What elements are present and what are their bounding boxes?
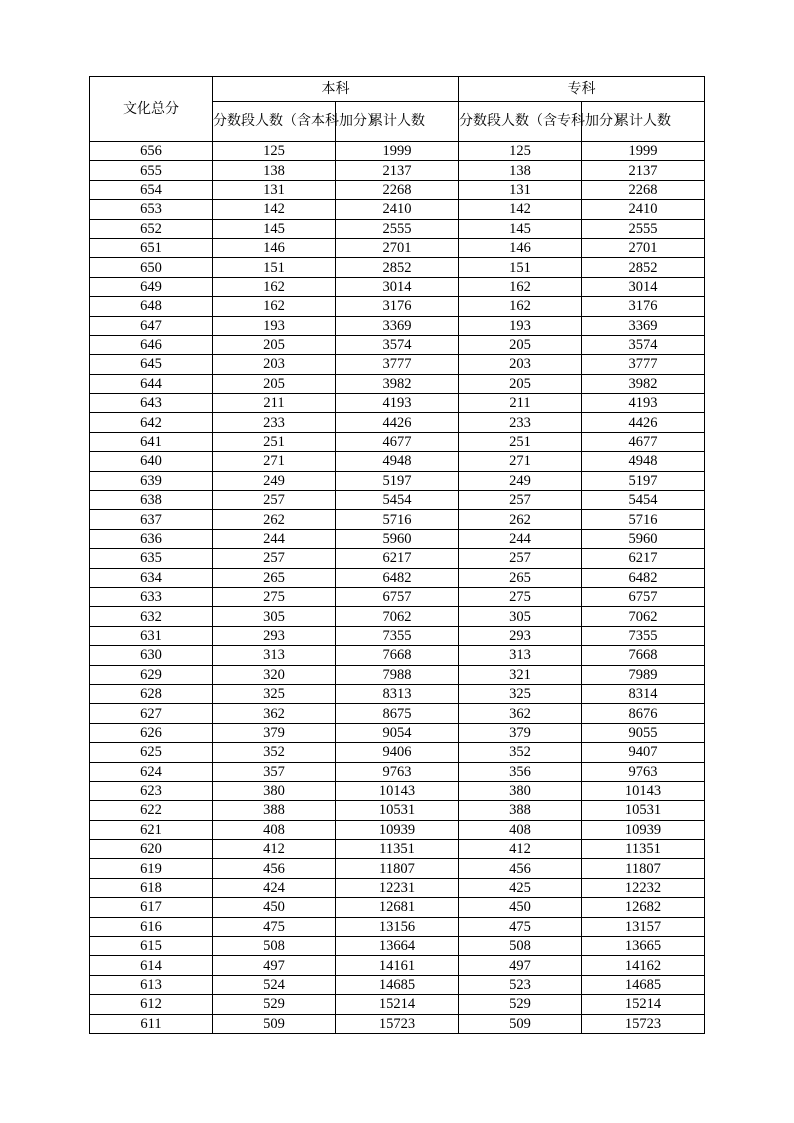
cell-benke-count: 320 xyxy=(213,665,336,684)
cell-score: 614 xyxy=(90,956,213,975)
cell-benke-count: 257 xyxy=(213,491,336,510)
cell-zhuanke-cumulative: 5960 xyxy=(582,529,705,548)
cell-benke-count: 475 xyxy=(213,917,336,936)
cell-benke-cumulative: 12231 xyxy=(336,878,459,897)
table-row xyxy=(90,820,705,839)
cell-zhuanke-cumulative: 10143 xyxy=(582,781,705,800)
cell-benke-count: 205 xyxy=(213,335,336,354)
cell-benke-count: 509 xyxy=(213,1014,336,1033)
cell-score: 622 xyxy=(90,801,213,820)
cell-benke-count: 193 xyxy=(213,316,336,335)
cell-zhuanke-count: 271 xyxy=(459,452,582,471)
cell-zhuanke-count: 293 xyxy=(459,626,582,645)
cell-zhuanke-count: 145 xyxy=(459,219,582,238)
cell-score: 639 xyxy=(90,471,213,490)
cell-score: 645 xyxy=(90,355,213,374)
table-row xyxy=(90,762,705,781)
cell-zhuanke-count: 205 xyxy=(459,335,582,354)
cell-zhuanke-count: 251 xyxy=(459,432,582,451)
cell-benke-count: 412 xyxy=(213,840,336,859)
cell-zhuanke-cumulative: 4677 xyxy=(582,432,705,451)
cell-zhuanke-cumulative: 15723 xyxy=(582,1014,705,1033)
cell-zhuanke-cumulative: 6217 xyxy=(582,549,705,568)
cell-score: 636 xyxy=(90,529,213,548)
cell-benke-cumulative: 13156 xyxy=(336,917,459,936)
cell-zhuanke-count: 233 xyxy=(459,413,582,432)
cell-benke-count: 379 xyxy=(213,723,336,742)
cell-score: 649 xyxy=(90,277,213,296)
cell-benke-count: 257 xyxy=(213,549,336,568)
table-row xyxy=(90,529,705,548)
cell-score: 638 xyxy=(90,491,213,510)
cell-score: 630 xyxy=(90,646,213,665)
cell-score: 624 xyxy=(90,762,213,781)
cell-benke-cumulative: 12681 xyxy=(336,898,459,917)
cell-zhuanke-count: 408 xyxy=(459,820,582,839)
score-distribution-table xyxy=(89,76,705,1034)
cell-zhuanke-cumulative: 13665 xyxy=(582,937,705,956)
table-row xyxy=(90,142,705,161)
cell-benke-cumulative: 6482 xyxy=(336,568,459,587)
cell-benke-count: 262 xyxy=(213,510,336,529)
table-row xyxy=(90,180,705,199)
cell-zhuanke-count: 249 xyxy=(459,471,582,490)
table-header xyxy=(90,77,705,142)
cell-score: 651 xyxy=(90,238,213,257)
cell-benke-count: 275 xyxy=(213,587,336,606)
cell-zhuanke-count: 529 xyxy=(459,995,582,1014)
cell-zhuanke-cumulative: 2410 xyxy=(582,200,705,219)
cell-score: 640 xyxy=(90,452,213,471)
cell-benke-cumulative: 2852 xyxy=(336,258,459,277)
cell-zhuanke-cumulative: 15214 xyxy=(582,995,705,1014)
cell-score: 652 xyxy=(90,219,213,238)
cell-benke-cumulative: 8313 xyxy=(336,684,459,703)
table-row xyxy=(90,626,705,645)
cell-benke-count: 352 xyxy=(213,743,336,762)
cell-benke-count: 408 xyxy=(213,820,336,839)
cell-zhuanke-count: 456 xyxy=(459,859,582,878)
cell-benke-count: 162 xyxy=(213,277,336,296)
table-row xyxy=(90,394,705,413)
cell-benke-cumulative: 10531 xyxy=(336,801,459,820)
table-row xyxy=(90,549,705,568)
table-row xyxy=(90,510,705,529)
table-row xyxy=(90,471,705,490)
cell-score: 635 xyxy=(90,549,213,568)
cell-zhuanke-count: 162 xyxy=(459,277,582,296)
cell-score: 629 xyxy=(90,665,213,684)
cell-benke-count: 450 xyxy=(213,898,336,917)
cell-score: 623 xyxy=(90,781,213,800)
table-row xyxy=(90,491,705,510)
cell-zhuanke-cumulative: 10939 xyxy=(582,820,705,839)
cell-zhuanke-cumulative: 7355 xyxy=(582,626,705,645)
cell-score: 643 xyxy=(90,394,213,413)
cell-zhuanke-count: 379 xyxy=(459,723,582,742)
cell-score: 642 xyxy=(90,413,213,432)
cell-benke-count: 131 xyxy=(213,180,336,199)
header-group-zhuanke: 专科 xyxy=(459,77,705,102)
cell-zhuanke-count: 162 xyxy=(459,297,582,316)
table-body xyxy=(90,142,705,1034)
cell-benke-count: 162 xyxy=(213,297,336,316)
cell-score: 656 xyxy=(90,142,213,161)
cell-benke-cumulative: 10939 xyxy=(336,820,459,839)
table-row xyxy=(90,161,705,180)
cell-benke-cumulative: 2137 xyxy=(336,161,459,180)
table-row xyxy=(90,723,705,742)
table-row xyxy=(90,297,705,316)
cell-zhuanke-count: 305 xyxy=(459,607,582,626)
cell-zhuanke-cumulative: 2555 xyxy=(582,219,705,238)
cell-benke-cumulative: 8675 xyxy=(336,704,459,723)
cell-benke-count: 151 xyxy=(213,258,336,277)
cell-score: 626 xyxy=(90,723,213,742)
cell-benke-count: 203 xyxy=(213,355,336,374)
cell-benke-cumulative: 4677 xyxy=(336,432,459,451)
header-zhuanke-count: 分数段人数（含专科加分） xyxy=(459,102,582,142)
table-row xyxy=(90,413,705,432)
table-row xyxy=(90,452,705,471)
table-row xyxy=(90,432,705,451)
cell-zhuanke-count: 131 xyxy=(459,180,582,199)
cell-score: 611 xyxy=(90,1014,213,1033)
cell-benke-count: 233 xyxy=(213,413,336,432)
header-score: 文化总分 xyxy=(90,77,213,142)
cell-score: 653 xyxy=(90,200,213,219)
cell-zhuanke-count: 356 xyxy=(459,762,582,781)
cell-score: 618 xyxy=(90,878,213,897)
cell-zhuanke-count: 138 xyxy=(459,161,582,180)
cell-benke-count: 305 xyxy=(213,607,336,626)
cell-benke-cumulative: 2555 xyxy=(336,219,459,238)
cell-benke-count: 456 xyxy=(213,859,336,878)
cell-zhuanke-cumulative: 8314 xyxy=(582,684,705,703)
cell-zhuanke-cumulative: 1999 xyxy=(582,142,705,161)
cell-score: 631 xyxy=(90,626,213,645)
table-row xyxy=(90,587,705,606)
cell-zhuanke-count: 244 xyxy=(459,529,582,548)
cell-score: 648 xyxy=(90,297,213,316)
cell-zhuanke-cumulative: 6482 xyxy=(582,568,705,587)
cell-zhuanke-cumulative: 4948 xyxy=(582,452,705,471)
header-benke-count: 分数段人数（含本科加分） xyxy=(213,102,336,142)
cell-benke-count: 146 xyxy=(213,238,336,257)
cell-benke-count: 293 xyxy=(213,626,336,645)
cell-benke-count: 205 xyxy=(213,374,336,393)
cell-zhuanke-cumulative: 2701 xyxy=(582,238,705,257)
cell-score: 621 xyxy=(90,820,213,839)
cell-zhuanke-cumulative: 3369 xyxy=(582,316,705,335)
cell-benke-cumulative: 5716 xyxy=(336,510,459,529)
cell-benke-count: 265 xyxy=(213,568,336,587)
cell-benke-cumulative: 7062 xyxy=(336,607,459,626)
cell-benke-count: 313 xyxy=(213,646,336,665)
cell-zhuanke-count: 146 xyxy=(459,238,582,257)
cell-zhuanke-count: 425 xyxy=(459,878,582,897)
cell-zhuanke-count: 325 xyxy=(459,684,582,703)
cell-zhuanke-count: 412 xyxy=(459,840,582,859)
cell-score: 612 xyxy=(90,995,213,1014)
cell-zhuanke-cumulative: 3777 xyxy=(582,355,705,374)
cell-zhuanke-count: 125 xyxy=(459,142,582,161)
cell-zhuanke-count: 262 xyxy=(459,510,582,529)
cell-score: 650 xyxy=(90,258,213,277)
cell-zhuanke-count: 475 xyxy=(459,917,582,936)
cell-benke-count: 145 xyxy=(213,219,336,238)
cell-score: 627 xyxy=(90,704,213,723)
cell-score: 616 xyxy=(90,917,213,936)
cell-zhuanke-cumulative: 12682 xyxy=(582,898,705,917)
cell-zhuanke-count: 203 xyxy=(459,355,582,374)
cell-zhuanke-count: 388 xyxy=(459,801,582,820)
table-row xyxy=(90,258,705,277)
cell-benke-cumulative: 3574 xyxy=(336,335,459,354)
cell-zhuanke-cumulative: 7062 xyxy=(582,607,705,626)
cell-benke-count: 211 xyxy=(213,394,336,413)
cell-zhuanke-count: 142 xyxy=(459,200,582,219)
cell-zhuanke-cumulative: 9763 xyxy=(582,762,705,781)
table-row xyxy=(90,1014,705,1033)
cell-zhuanke-cumulative: 14162 xyxy=(582,956,705,975)
table-row xyxy=(90,607,705,626)
cell-benke-cumulative: 3982 xyxy=(336,374,459,393)
cell-benke-cumulative: 5960 xyxy=(336,529,459,548)
table-row xyxy=(90,878,705,897)
cell-benke-cumulative: 14685 xyxy=(336,975,459,994)
cell-benke-cumulative: 2268 xyxy=(336,180,459,199)
cell-benke-cumulative: 9406 xyxy=(336,743,459,762)
cell-benke-cumulative: 2701 xyxy=(336,238,459,257)
cell-score: 646 xyxy=(90,335,213,354)
table-row xyxy=(90,277,705,296)
cell-zhuanke-cumulative: 14685 xyxy=(582,975,705,994)
cell-zhuanke-cumulative: 2852 xyxy=(582,258,705,277)
cell-zhuanke-cumulative: 11351 xyxy=(582,840,705,859)
cell-score: 637 xyxy=(90,510,213,529)
table-row xyxy=(90,665,705,684)
table-row xyxy=(90,316,705,335)
cell-benke-count: 249 xyxy=(213,471,336,490)
cell-benke-count: 388 xyxy=(213,801,336,820)
cell-benke-cumulative: 1999 xyxy=(336,142,459,161)
cell-benke-count: 508 xyxy=(213,937,336,956)
cell-score: 628 xyxy=(90,684,213,703)
cell-score: 644 xyxy=(90,374,213,393)
cell-zhuanke-cumulative: 3014 xyxy=(582,277,705,296)
cell-benke-cumulative: 9054 xyxy=(336,723,459,742)
cell-zhuanke-cumulative: 13157 xyxy=(582,917,705,936)
cell-zhuanke-count: 321 xyxy=(459,665,582,684)
table-row xyxy=(90,238,705,257)
header-group-benke: 本科 xyxy=(213,77,459,102)
table-row xyxy=(90,568,705,587)
table-row xyxy=(90,704,705,723)
cell-zhuanke-cumulative: 9055 xyxy=(582,723,705,742)
cell-benke-cumulative: 13664 xyxy=(336,937,459,956)
cell-zhuanke-count: 265 xyxy=(459,568,582,587)
cell-zhuanke-count: 508 xyxy=(459,937,582,956)
cell-benke-cumulative: 11807 xyxy=(336,859,459,878)
cell-score: 620 xyxy=(90,840,213,859)
cell-benke-cumulative: 6757 xyxy=(336,587,459,606)
cell-zhuanke-cumulative: 3982 xyxy=(582,374,705,393)
cell-benke-cumulative: 7355 xyxy=(336,626,459,645)
cell-benke-cumulative: 2410 xyxy=(336,200,459,219)
table-row xyxy=(90,840,705,859)
cell-zhuanke-cumulative: 2137 xyxy=(582,161,705,180)
cell-score: 641 xyxy=(90,432,213,451)
cell-benke-count: 497 xyxy=(213,956,336,975)
table-row xyxy=(90,781,705,800)
cell-benke-cumulative: 3014 xyxy=(336,277,459,296)
cell-benke-cumulative: 3369 xyxy=(336,316,459,335)
cell-benke-cumulative: 3176 xyxy=(336,297,459,316)
cell-benke-cumulative: 4193 xyxy=(336,394,459,413)
cell-zhuanke-cumulative: 12232 xyxy=(582,878,705,897)
cell-score: 647 xyxy=(90,316,213,335)
cell-benke-count: 362 xyxy=(213,704,336,723)
cell-benke-cumulative: 7668 xyxy=(336,646,459,665)
cell-zhuanke-count: 380 xyxy=(459,781,582,800)
table-row xyxy=(90,355,705,374)
cell-benke-count: 524 xyxy=(213,975,336,994)
cell-zhuanke-count: 509 xyxy=(459,1014,582,1033)
cell-zhuanke-count: 193 xyxy=(459,316,582,335)
cell-zhuanke-cumulative: 4426 xyxy=(582,413,705,432)
table-row xyxy=(90,646,705,665)
header-benke-cumulative: 累计人数 xyxy=(336,102,459,142)
cell-benke-count: 325 xyxy=(213,684,336,703)
cell-benke-cumulative: 4426 xyxy=(336,413,459,432)
cell-zhuanke-cumulative: 3176 xyxy=(582,297,705,316)
cell-zhuanke-cumulative: 10531 xyxy=(582,801,705,820)
cell-score: 615 xyxy=(90,937,213,956)
cell-zhuanke-cumulative: 3574 xyxy=(582,335,705,354)
table-row xyxy=(90,859,705,878)
cell-benke-count: 125 xyxy=(213,142,336,161)
cell-zhuanke-cumulative: 5454 xyxy=(582,491,705,510)
cell-score: 617 xyxy=(90,898,213,917)
cell-zhuanke-count: 151 xyxy=(459,258,582,277)
cell-benke-cumulative: 6217 xyxy=(336,549,459,568)
cell-benke-cumulative: 9763 xyxy=(336,762,459,781)
cell-zhuanke-count: 352 xyxy=(459,743,582,762)
cell-zhuanke-count: 257 xyxy=(459,491,582,510)
cell-score: 633 xyxy=(90,587,213,606)
table-row xyxy=(90,219,705,238)
cell-zhuanke-cumulative: 4193 xyxy=(582,394,705,413)
cell-benke-cumulative: 10143 xyxy=(336,781,459,800)
table-row xyxy=(90,995,705,1014)
cell-benke-count: 244 xyxy=(213,529,336,548)
table-row xyxy=(90,200,705,219)
cell-zhuanke-cumulative: 2268 xyxy=(582,180,705,199)
cell-zhuanke-count: 211 xyxy=(459,394,582,413)
cell-benke-count: 357 xyxy=(213,762,336,781)
table-row xyxy=(90,975,705,994)
table-row xyxy=(90,743,705,762)
cell-benke-cumulative: 15214 xyxy=(336,995,459,1014)
table-row xyxy=(90,956,705,975)
cell-benke-count: 142 xyxy=(213,200,336,219)
cell-zhuanke-count: 497 xyxy=(459,956,582,975)
cell-benke-count: 380 xyxy=(213,781,336,800)
cell-zhuanke-count: 313 xyxy=(459,646,582,665)
table-row xyxy=(90,335,705,354)
table-row xyxy=(90,801,705,820)
header-row-groups xyxy=(90,77,705,102)
cell-benke-cumulative: 5197 xyxy=(336,471,459,490)
cell-zhuanke-count: 362 xyxy=(459,704,582,723)
cell-benke-cumulative: 4948 xyxy=(336,452,459,471)
cell-score: 613 xyxy=(90,975,213,994)
cell-zhuanke-count: 257 xyxy=(459,549,582,568)
table-row xyxy=(90,374,705,393)
cell-benke-count: 138 xyxy=(213,161,336,180)
cell-zhuanke-count: 523 xyxy=(459,975,582,994)
table-row xyxy=(90,898,705,917)
cell-benke-cumulative: 5454 xyxy=(336,491,459,510)
cell-benke-count: 529 xyxy=(213,995,336,1014)
cell-zhuanke-cumulative: 6757 xyxy=(582,587,705,606)
table-row xyxy=(90,917,705,936)
table-row xyxy=(90,684,705,703)
cell-score: 634 xyxy=(90,568,213,587)
cell-benke-count: 251 xyxy=(213,432,336,451)
cell-score: 632 xyxy=(90,607,213,626)
cell-benke-cumulative: 11351 xyxy=(336,840,459,859)
cell-zhuanke-cumulative: 5197 xyxy=(582,471,705,490)
cell-zhuanke-count: 450 xyxy=(459,898,582,917)
table-row xyxy=(90,937,705,956)
cell-zhuanke-count: 205 xyxy=(459,374,582,393)
cell-score: 655 xyxy=(90,161,213,180)
cell-benke-cumulative: 14161 xyxy=(336,956,459,975)
header-zhuanke-cumulative: 累计人数 xyxy=(582,102,705,142)
cell-zhuanke-cumulative: 7668 xyxy=(582,646,705,665)
cell-zhuanke-cumulative: 9407 xyxy=(582,743,705,762)
cell-score: 654 xyxy=(90,180,213,199)
cell-score: 625 xyxy=(90,743,213,762)
cell-zhuanke-cumulative: 5716 xyxy=(582,510,705,529)
cell-zhuanke-cumulative: 8676 xyxy=(582,704,705,723)
cell-benke-count: 424 xyxy=(213,878,336,897)
cell-benke-cumulative: 7988 xyxy=(336,665,459,684)
cell-zhuanke-cumulative: 7989 xyxy=(582,665,705,684)
cell-benke-cumulative: 3777 xyxy=(336,355,459,374)
cell-zhuanke-cumulative: 11807 xyxy=(582,859,705,878)
cell-zhuanke-count: 275 xyxy=(459,587,582,606)
cell-benke-cumulative: 15723 xyxy=(336,1014,459,1033)
cell-benke-count: 271 xyxy=(213,452,336,471)
cell-score: 619 xyxy=(90,859,213,878)
